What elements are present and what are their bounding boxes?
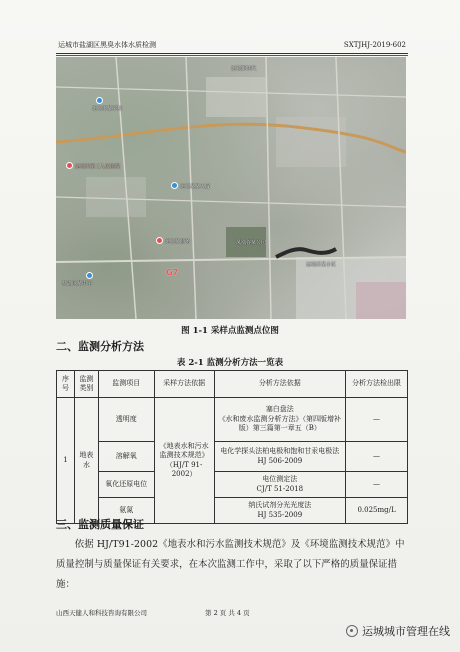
analysis-method: 电化学探头法柏电极和饱和甘汞电极法 HJ 506-2009 [214, 442, 346, 472]
map-pin-icon [66, 162, 73, 169]
body-paragraph: 依据 HJ/T91-2002《地表水和污水监测技术规范》及《环境监测技术规范》中质量控制与质量保证有关要求，在本次监测工作中，采取了以下严格的质量保证措施： [56, 539, 405, 590]
footer-page-number: 第 2 页 共 4 页 [205, 609, 250, 617]
monitoring-item: 透明度 [98, 398, 154, 442]
methods-table [56, 370, 408, 524]
map-pin-icon [156, 237, 163, 244]
page-header [58, 38, 406, 52]
map-label: 运城市某小区 [306, 262, 337, 268]
monitoring-item: 溶解氧 [98, 442, 154, 472]
detection-limit: — [346, 472, 408, 498]
table-header-cell: 监测项目 [98, 371, 154, 398]
analysis-method: 电位测定法 CJ/T 51-2018 [214, 472, 346, 498]
detection-limit: 0.025mg/L [346, 498, 408, 524]
watermark [346, 623, 450, 639]
analysis-method: 纳氏试剂分光光度法 HJ 535-2009 [214, 498, 346, 524]
table-header-cell: 序号 [57, 371, 75, 398]
row-index: 1 [57, 398, 75, 524]
map-label: 运城市某学校 [92, 106, 123, 112]
table-header-row [57, 371, 408, 398]
detection-limit: — [346, 442, 408, 472]
table-row [57, 442, 408, 472]
map-label: 运城某商场 [165, 239, 191, 245]
table-header-cell: 采样方法依据 [154, 371, 214, 398]
header-title: 运城市盐湖区黑臭水体水质检测 [58, 41, 156, 49]
map-pin-icon [96, 97, 103, 104]
map-label: 运城某某大厦 [180, 184, 211, 190]
analysis-method: 塞白盘法 《水和废水监测分析方法》（第四版增补版）第三篇第一章五（B） [214, 398, 346, 442]
sampling-basis: 《地表水和污水监测技术规范》（HJ/T 91-2002） [154, 398, 214, 524]
map-roads [56, 57, 406, 319]
watermark-text: 运城城市管理在线 [362, 625, 450, 638]
header-rule-thin [56, 55, 408, 56]
monitoring-item: 氨氮 [98, 498, 154, 524]
road-marker-g7: G7 [166, 268, 179, 277]
map-label: 凤凰谷某公园 [236, 240, 267, 246]
detection-limit: — [346, 398, 408, 442]
table-row [57, 398, 408, 442]
table-header-cell: 分析方法检出限 [346, 371, 408, 398]
map-pin-icon [171, 182, 178, 189]
section-heading: 三、监测质量保证 [56, 518, 144, 531]
map-label: 运城新时代 [231, 66, 257, 72]
section-heading: 二、监测分析方法 [56, 340, 144, 353]
map-pin-icon [86, 272, 93, 279]
table-row [57, 472, 408, 498]
satellite-map [56, 57, 406, 319]
monitoring-category: 地表水 [74, 398, 98, 524]
header-rule [56, 53, 408, 54]
wechat-icon [346, 625, 358, 637]
table-header-cell: 分析方法依据 [214, 371, 346, 398]
table-caption: 表 2-1 监测分析方法一览表 [176, 358, 284, 368]
map-label: 盐湖区某中学 [62, 281, 93, 287]
monitoring-item: 氧化还原电位 [98, 472, 154, 498]
figure-caption: 图 1-1 采样点监测点位图 [181, 326, 279, 336]
footer-company: 山西天健人和科技咨询有限公司 [56, 609, 147, 617]
table-header-cell: 监测类别 [74, 371, 98, 398]
header-code: SXTJHJ-2019-602 [343, 41, 406, 49]
map-label: 运城市第三人民医院 [75, 164, 121, 170]
